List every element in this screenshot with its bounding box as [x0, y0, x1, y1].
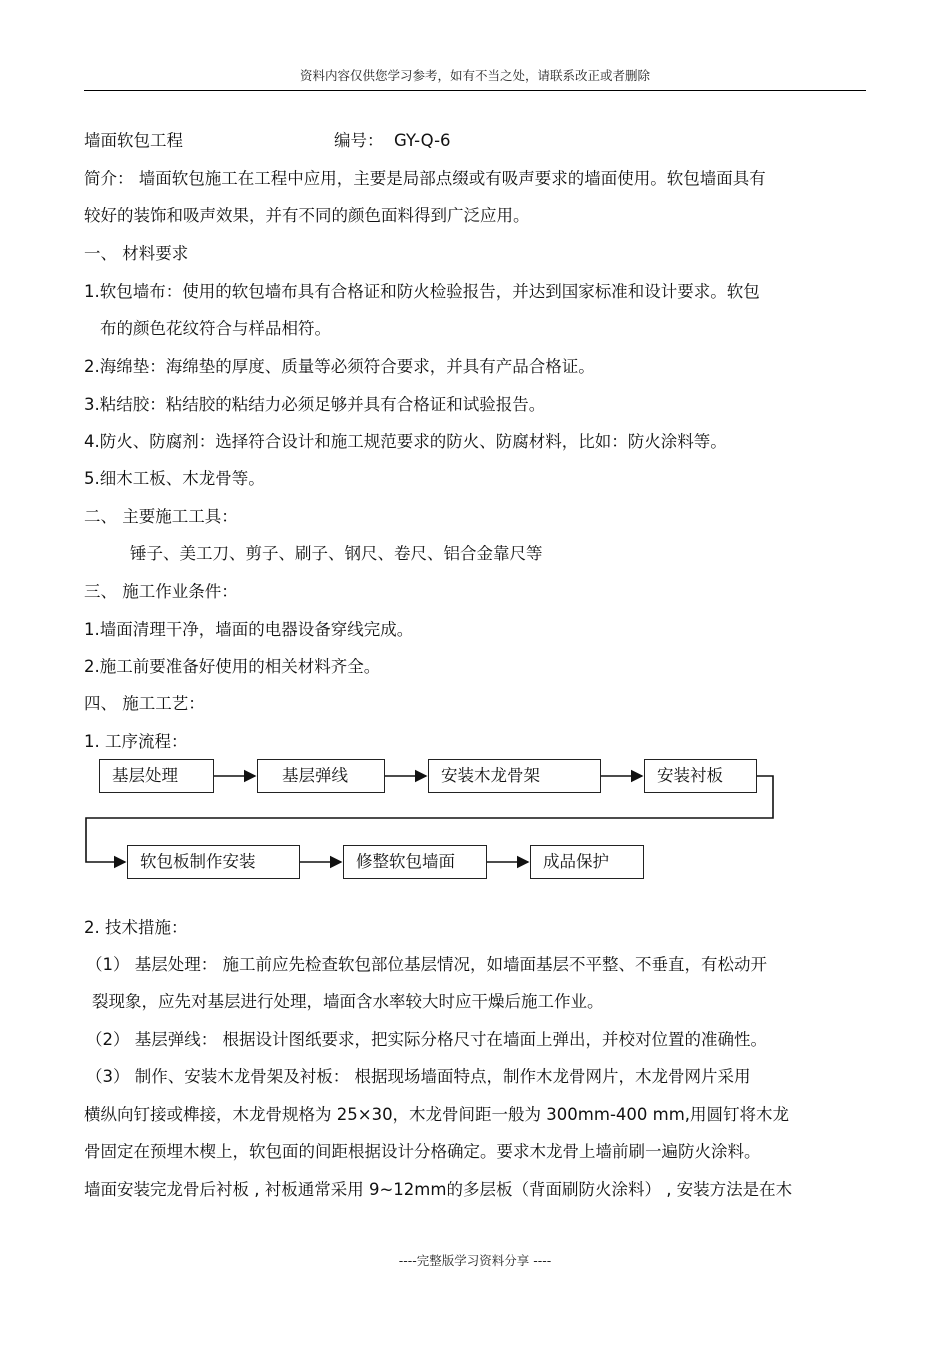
material-item-cont: 布的颜色花纹符合与样品相符。: [100, 319, 331, 338]
code-label: 编号：: [334, 131, 384, 150]
tech-line: （3） 制作、安装木龙骨架及衬板： 根据现场墙面特点，制作木龙骨网片，木龙骨网片采用: [86, 1067, 751, 1086]
tech-line: （2） 基层弹线： 根据设计图纸要求，把实际分格尺寸在墙面上弹出，并校对位置的准确性。: [86, 1030, 767, 1049]
flow-title: 1. 工序流程：: [84, 732, 188, 751]
tools-list: 锤子、美工刀、剪子、刷子、钢尺、卷尺、铝合金靠尺等: [130, 544, 543, 563]
tech-line: （1） 基层处理： 施工前应先检查软包部位基层情况，如墙面基层不平整、不垂直，有松动开: [86, 955, 767, 974]
condition-item: 2.施工前要准备好使用的相关材料齐全。: [84, 657, 381, 676]
flow-step: 软包板制作安装: [127, 845, 300, 879]
tech-line: 裂现象，应先对基层进行处理，墙面含水率较大时应干燥后施工作业。: [92, 992, 604, 1011]
flow-step: 成品保护: [530, 845, 644, 879]
tech-line: 横纵向钉接或榫接，木龙骨规格为 25×30，木龙骨间距一般为 300mm-400 mm,用圆钉将木龙: [84, 1105, 790, 1124]
section-4-heading: 四、 施工工艺：: [84, 694, 205, 713]
tech-line: 骨固定在预埋木楔上，软包面的间距根据设计分格确定。要求木龙骨上墙前刷一遍防火涂料。: [84, 1142, 761, 1161]
tech-title: 2. 技术措施：: [84, 918, 188, 937]
flow-step: 基层弹线: [257, 759, 385, 793]
intro-line-2: 较好的装饰和吸声效果，并有不同的颜色面料得到广泛应用。: [84, 206, 530, 225]
flow-step: 基层处理: [99, 759, 214, 793]
flow-step: 修整软包墙面: [343, 845, 487, 879]
footer-note: ----完整版学习资料分享 ----: [398, 1253, 552, 1268]
flow-step: 安装木龙骨架: [428, 759, 601, 793]
material-item: 5.细木工板、木龙骨等。: [84, 469, 265, 488]
material-item: 4.防火、防腐剂：选择符合设计和施工规范要求的防火、防腐材料，比如：防火涂料等。: [84, 432, 727, 451]
section-3-heading: 三、 施工作业条件：: [84, 582, 238, 601]
code-value: GY-Q-6: [394, 131, 451, 150]
header-note: 资料内容仅供您学习参考，如有不当之处，请联系改正或者删除: [299, 68, 650, 83]
title-name: 墙面软包工程: [84, 131, 183, 150]
section-1-heading: 一、 材料要求: [84, 244, 189, 263]
material-item: 1.软包墙布：使用的软包墙布具有合格证和防火检验报告，并达到国家标准和设计要求。软包: [84, 282, 760, 301]
intro-line-1: 简介： 墙面软包施工在工程中应用，主要是局部点缀或有吸声要求的墙面使用。软包墙面具有: [84, 169, 766, 188]
material-item: 3.粘结胶：粘结胶的粘结力必须足够并具有合格证和试验报告。: [84, 395, 546, 414]
flow-step: 安装衬板: [644, 759, 757, 793]
condition-item: 1.墙面清理干净，墙面的电器设备穿线完成。: [84, 620, 414, 639]
tech-line: 墙面安装完龙骨后衬板 , 衬板通常采用 9~12mm的多层板（背面刷防火涂料） , 安装方法是在木: [84, 1180, 793, 1199]
section-2-heading: 二、 主要施工工具：: [84, 507, 238, 526]
material-item: 2.海绵垫：海绵垫的厚度、质量等必须符合要求，并具有产品合格证。: [84, 357, 595, 376]
